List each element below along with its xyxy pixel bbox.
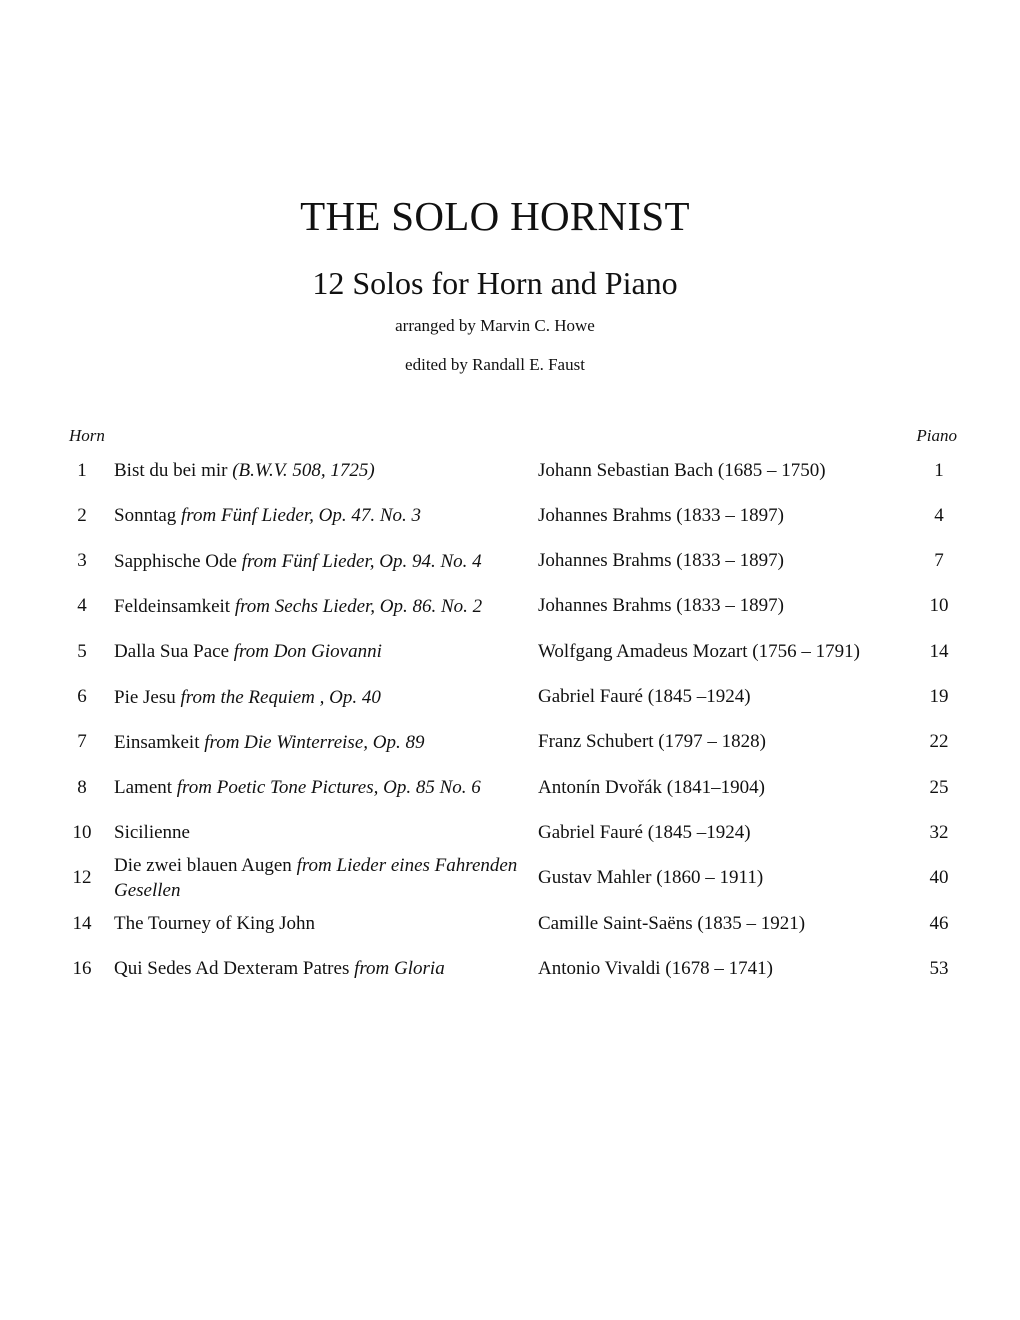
piece-title (114, 539, 519, 584)
piece-source: from Fünf Lieder, Op. 47. No. 3 (181, 505, 421, 527)
piece-title (114, 810, 519, 855)
page-title: THE SOLO HORNIST (300, 193, 690, 239)
arranger-credit: arranged by Marvin C. Howe (395, 316, 595, 335)
piece-name: Pie Jesu (114, 686, 176, 708)
piano-column-header: Piano (916, 426, 957, 445)
toc-row (0, 584, 1020, 629)
horn-page-number: 16 (72, 957, 92, 979)
piece-source: from Gloria (354, 958, 445, 980)
horn-page-number: 5 (77, 640, 87, 662)
editor-credit: edited by Randall E. Faust (405, 355, 585, 374)
piano-page-number: 1 (934, 459, 944, 481)
piano-page-number: 10 (929, 595, 949, 617)
horn-page-number: 8 (77, 776, 87, 798)
piece-source: from Don Giovanni (233, 641, 382, 663)
piece-source: from Poetic Tone Pictures, Op. 85 No. 6 (176, 777, 481, 799)
piece-title (114, 584, 519, 629)
piece-name: Einsamkeit (114, 731, 200, 753)
composer: Johannes Brahms (1833 – 1897) (538, 550, 784, 572)
piece-name: Bist du bei mir (114, 460, 228, 481)
composer: Camille Saint-Saëns (1835 – 1921) (538, 912, 806, 934)
piano-page-number: 14 (929, 640, 949, 662)
piece-title (114, 448, 519, 493)
toc-row (0, 539, 1020, 584)
piece-source: (B.W.V. 508, 1725) (232, 460, 375, 481)
piece-title (114, 493, 519, 538)
piece-title (114, 856, 519, 901)
piano-page-number: 32 (929, 821, 949, 843)
piece-name: Dalla Sua Pace (114, 641, 230, 663)
horn-column-header: Horn (69, 426, 105, 445)
horn-page-number: 7 (77, 731, 87, 753)
horn-page-number: 14 (72, 912, 92, 934)
horn-page-number: 10 (72, 821, 92, 843)
piano-page-number: 19 (929, 686, 949, 707)
piece-title (114, 765, 519, 810)
toc-row (0, 901, 1020, 946)
composer: Franz Schubert (1797 – 1828) (538, 731, 766, 753)
piano-page-number: 25 (929, 776, 949, 798)
piece-name: Die zwei blauen Augen (114, 855, 292, 877)
piece-source: from Die Winterreise, Op. 89 (204, 731, 425, 753)
toc-row (0, 765, 1020, 810)
piece-title (114, 901, 519, 946)
horn-page-number: 6 (77, 686, 87, 707)
toc-row (0, 448, 1020, 493)
piece-title (114, 946, 519, 991)
piano-page-number: 4 (934, 504, 944, 526)
piece-title (114, 675, 519, 720)
piano-page-number: 7 (934, 550, 944, 572)
piece-source: from Lieder eines Fahrenden Gesellen (114, 855, 518, 902)
toc-row (0, 493, 1020, 538)
piano-page-number: 53 (929, 957, 949, 979)
composer: Johann Sebastian Bach (1685 – 1750) (538, 459, 826, 481)
composer: Gabriel Fauré (1845 –1924) (538, 821, 751, 843)
piece-name: Sicilienne (114, 822, 190, 844)
composer: Antonio Vivaldi (1678 – 1741) (538, 957, 773, 979)
toc-row (0, 675, 1020, 720)
composer: Antonín Dvořák (1841–1904) (538, 776, 765, 798)
horn-page-number: 3 (77, 550, 87, 572)
piano-page-number: 22 (929, 731, 949, 753)
toc-row (0, 629, 1020, 674)
piece-name: Sapphische Ode (114, 550, 237, 572)
toc-row (0, 946, 1020, 991)
horn-page-number: 2 (77, 504, 87, 526)
piece-name: Lament (114, 777, 173, 799)
composer: Gabriel Fauré (1845 –1924) (538, 686, 751, 707)
piano-page-number: 46 (929, 912, 949, 934)
toc-row (0, 856, 1020, 901)
composer: Wolfgang Amadeus Mozart (1756 – 1791) (538, 640, 860, 662)
piece-name: Feldeinsamkeit (114, 595, 231, 617)
composer: Gustav Mahler (1860 – 1911) (538, 867, 764, 889)
piece-name: Sonntag (114, 505, 177, 527)
toc-row (0, 810, 1020, 855)
piece-source: from Sechs Lieder, Op. 86. No. 2 (234, 595, 483, 617)
piano-page-number: 40 (929, 867, 949, 889)
piece-source: from the Requiem , Op. 40 (180, 686, 381, 708)
horn-page-number: 1 (77, 459, 87, 481)
page-subtitle: 12 Solos for Horn and Piano (312, 265, 678, 301)
piece-title (114, 720, 519, 765)
piece-name: Qui Sedes Ad Dexteram Patres (114, 958, 350, 980)
piece-title (114, 629, 519, 674)
horn-page-number: 12 (72, 867, 92, 889)
piece-source: from Fünf Lieder, Op. 94. No. 4 (241, 550, 482, 572)
composer: Johannes Brahms (1833 – 1897) (538, 595, 784, 617)
piece-name: The Tourney of King John (114, 913, 315, 934)
composer: Johannes Brahms (1833 – 1897) (538, 504, 784, 526)
toc-row (0, 720, 1020, 765)
horn-page-number: 4 (77, 595, 87, 617)
